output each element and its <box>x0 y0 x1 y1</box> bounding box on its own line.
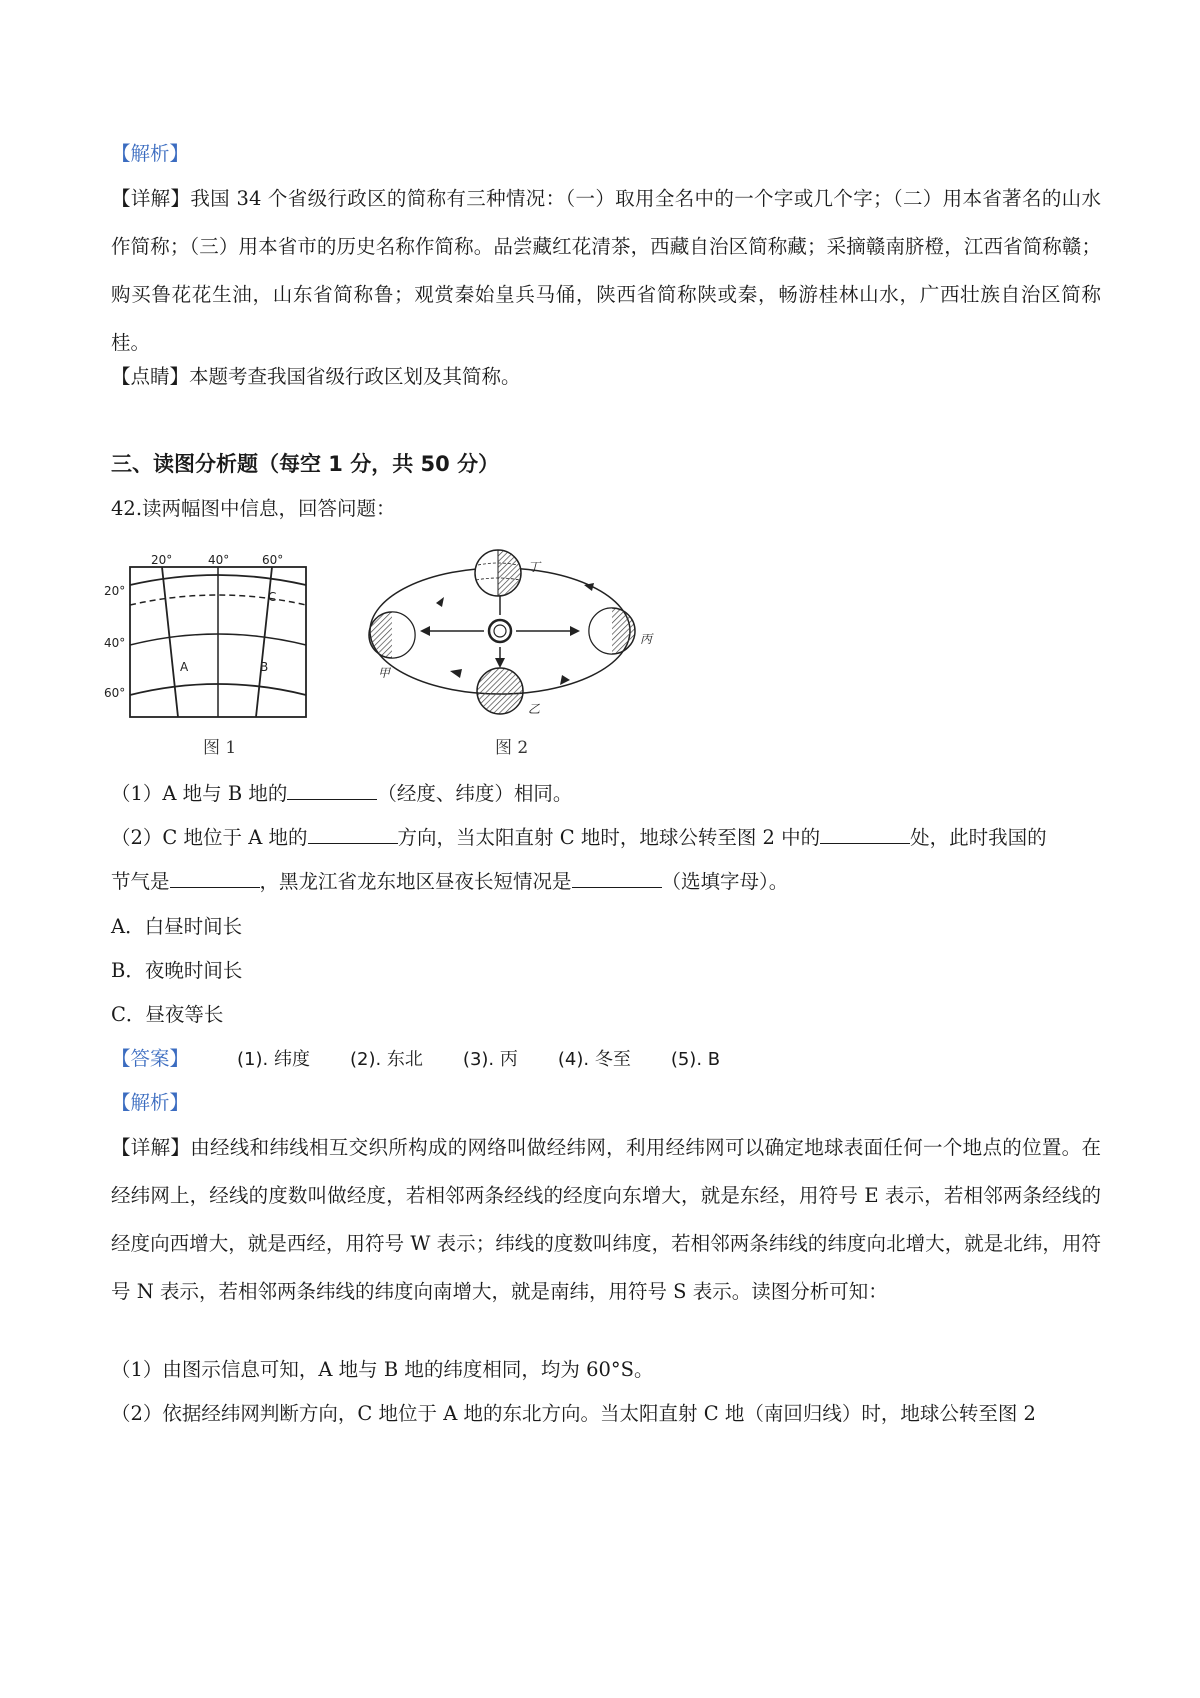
answer-item: (4). 冬至 <box>557 1049 631 1070</box>
answer-label: 【答案】 <box>111 1047 190 1070</box>
detail-paragraph: 【详解】我国 34 个省级行政区的简称有三种情况：（一）取用全名中的一个字或几个字；（二）用本省著名的山水作简称；（三）用本省市的历史名称作简称。品尝藏红花清茶，西藏自治区简称藏；采摘赣南脐橙，江西省简称赣；购买鲁花花生油，山东省简称鲁；观赏秦始皇兵马俑，陕西省简称陕或秦，畅游桂林山水，广西壮族自治区简称桂。 <box>111 187 1101 354</box>
answer-item: (5). B <box>670 1049 721 1070</box>
point-C: C <box>268 590 277 604</box>
earth-ding <box>475 550 521 596</box>
pos-bing: 丙 <box>640 632 653 646</box>
lon-label-20: 20° <box>151 553 173 567</box>
answer-blank[interactable] <box>287 779 377 800</box>
section-title: 三、读图分析题（每空 1 分，共 50 分） <box>111 452 500 476</box>
pos-yi: 乙 <box>528 702 541 716</box>
answer-item: (3). 丙 <box>462 1049 518 1070</box>
earth-bing <box>589 608 635 654</box>
lat-label-60: 60° <box>104 686 126 700</box>
answer-blank[interactable] <box>572 867 662 888</box>
explanation-2: （2）依据经纬网判断方向，C 地位于 A 地的东北方向。当太阳直射 C 地（南回归线）时，地球公转至图 2 <box>111 1402 1036 1425</box>
lon-label-40: 40° <box>208 553 230 567</box>
figures <box>100 535 700 770</box>
pos-jia: 甲 <box>378 666 391 680</box>
figure-2-caption: 图 2 <box>495 738 529 758</box>
option-c: C．昼夜等长 <box>111 1003 224 1026</box>
analysis-label: 【解析】 <box>111 142 190 165</box>
answer-item: (1). 纬度 <box>237 1049 310 1070</box>
option-a: A．白昼时间长 <box>111 915 243 938</box>
analysis-label: 【解析】 <box>111 1091 190 1114</box>
point-B: B <box>260 660 269 674</box>
earth-jia <box>369 612 415 658</box>
sub-question-1: （1）A 地与 B 地的 （经度、纬度）相同。 <box>111 770 1101 818</box>
figure-1-caption: 图 1 <box>203 738 237 758</box>
lat-label-20: 20° <box>104 584 126 598</box>
pos-ding: 丁 <box>528 560 541 574</box>
answer-blank[interactable] <box>820 823 910 844</box>
key-point: 【点睛】本题考查我国省级行政区划及其简称。 <box>111 365 521 388</box>
detail-paragraph: 【详解】由经线和纬线相互交织所构成的网络叫做经纬网，利用经纬网可以确定地球表面任何一个地点的位置。在经纬网上，经线的度数叫做经度，若相邻两条经线的经度向东增大，就是东经，用符号 E 表示，若相邻两条经线的经度向西增大，就是西经，用符号 W 表示；纬线的度数叫纬度，若相邻两条纬线的纬度向北增大，就是北纬，用符号 N 表示，若相邻两条纬线的纬度向南增大，就是南纬，用符号 S 表示。读图分析可知： <box>111 1136 1101 1303</box>
sub-question-2-cont: 节气是 ，黑龙江省龙东地区昼夜长短情况是 （选填字母）。 <box>111 858 1101 906</box>
figure-2-orbit <box>369 550 654 758</box>
figure-1-map <box>104 553 306 758</box>
lat-label-40: 40° <box>104 636 126 650</box>
question-stem: 42.读两幅图中信息，回答问题： <box>111 497 396 520</box>
sub-question-2: （2）C 地位于 A 地的 方向，当太阳直射 C 地时，地球公转至图 2 中的 处，此时我国的 <box>111 814 1101 862</box>
answer-item: (2). 东北 <box>349 1049 423 1070</box>
answer-row <box>111 1035 1101 1084</box>
point-A: A <box>180 660 189 674</box>
explanation-1: （1）由图示信息可知，A 地与 B 地的纬度相同，均为 60°S。 <box>111 1358 654 1381</box>
answer-blank[interactable] <box>308 823 398 844</box>
answer-blank[interactable] <box>170 867 260 888</box>
option-b: B．夜晚时间长 <box>111 959 243 982</box>
earth-yi <box>477 668 523 714</box>
lon-label-60: 60° <box>262 553 284 567</box>
